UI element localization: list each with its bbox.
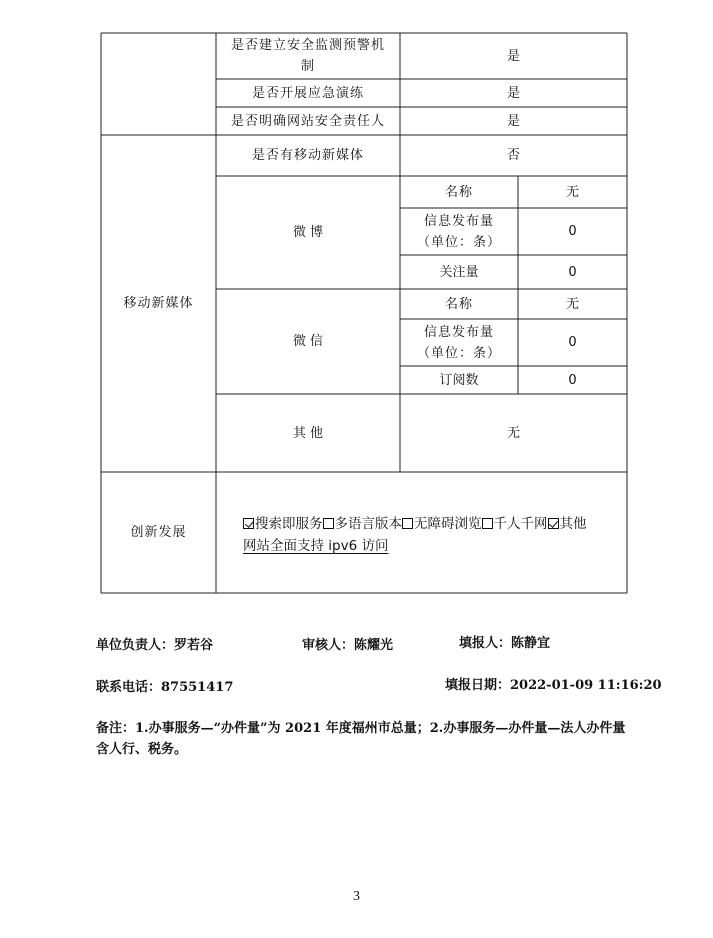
option-multilingual[interactable]: 多语言版本 <box>323 516 403 532</box>
weibo-follow-value: 0 <box>568 264 577 280</box>
warning-label: 是否建立安全监测预警机制 <box>230 38 385 74</box>
warning-value: 是 <box>506 48 520 64</box>
weibo-name-label: 名称 <box>444 184 473 200</box>
has-mobile-value: 否 <box>506 148 520 163</box>
checkbox-empty-icon[interactable] <box>482 518 493 529</box>
weibo-label: 微 博 <box>292 225 324 240</box>
footnote: 备注：1.办事服务—“办件量”为 2021 年度福州市总量；2.办事服务—办件量—法人办件量含人行、税务。 <box>96 721 626 757</box>
innovation-options <box>243 513 625 557</box>
checkbox-checked-icon[interactable] <box>243 518 254 529</box>
wechat-sub-label: 订阅数 <box>439 372 479 388</box>
weibo-follow-label: 关注量 <box>439 264 479 280</box>
filler: 填报人：陈静宜 <box>459 636 551 651</box>
wechat-label: 微 信 <box>292 334 324 349</box>
checkbox-checked-icon[interactable] <box>548 518 559 529</box>
report-date: 填报日期：2022-01-09 11:16:20 <box>445 678 662 693</box>
weibo-count-value: 0 <box>568 224 577 239</box>
reviewer: 审核人：陈耀光 <box>302 638 394 653</box>
option-search-service[interactable]: 搜索即服务 <box>243 516 323 532</box>
other-value: 无 <box>506 425 520 441</box>
unit-head: 单位负责人：罗若谷 <box>96 638 214 653</box>
option-personalized[interactable]: 千人千网 <box>482 516 548 532</box>
wechat-name-label: 名称 <box>444 296 473 312</box>
innovation-label: 创新发展 <box>130 525 187 540</box>
weibo-name-value: 无 <box>565 184 579 200</box>
innovation-other-text: 网站全面支持 ipv6 访问 <box>243 538 389 554</box>
wechat-sub-value: 0 <box>568 372 577 388</box>
contact-phone: 联系电话：87551417 <box>96 680 234 695</box>
weibo-count-label: 信息发布量 （单位：条） <box>416 213 501 250</box>
checkbox-empty-icon[interactable] <box>402 518 413 529</box>
owner-label: 是否明确网站安全责任人 <box>230 113 385 129</box>
mobile-section-label: 移动新媒体 <box>123 296 194 311</box>
wechat-count-label: 信息发布量 （单位：条） <box>416 324 501 361</box>
drill-value: 是 <box>506 85 520 101</box>
other-label: 其 他 <box>292 425 324 441</box>
wechat-name-value: 无 <box>565 296 579 312</box>
option-other[interactable]: 其他 <box>548 516 587 532</box>
checkbox-empty-icon[interactable] <box>323 518 334 529</box>
drill-label: 是否开展应急演练 <box>251 85 364 101</box>
page-number: 3 <box>353 889 360 904</box>
has-mobile-label: 是否有移动新媒体 <box>251 148 364 163</box>
option-accessibility[interactable]: 无障碍浏览 <box>402 516 482 532</box>
wechat-count-value: 0 <box>568 335 577 350</box>
owner-value: 是 <box>506 113 520 129</box>
